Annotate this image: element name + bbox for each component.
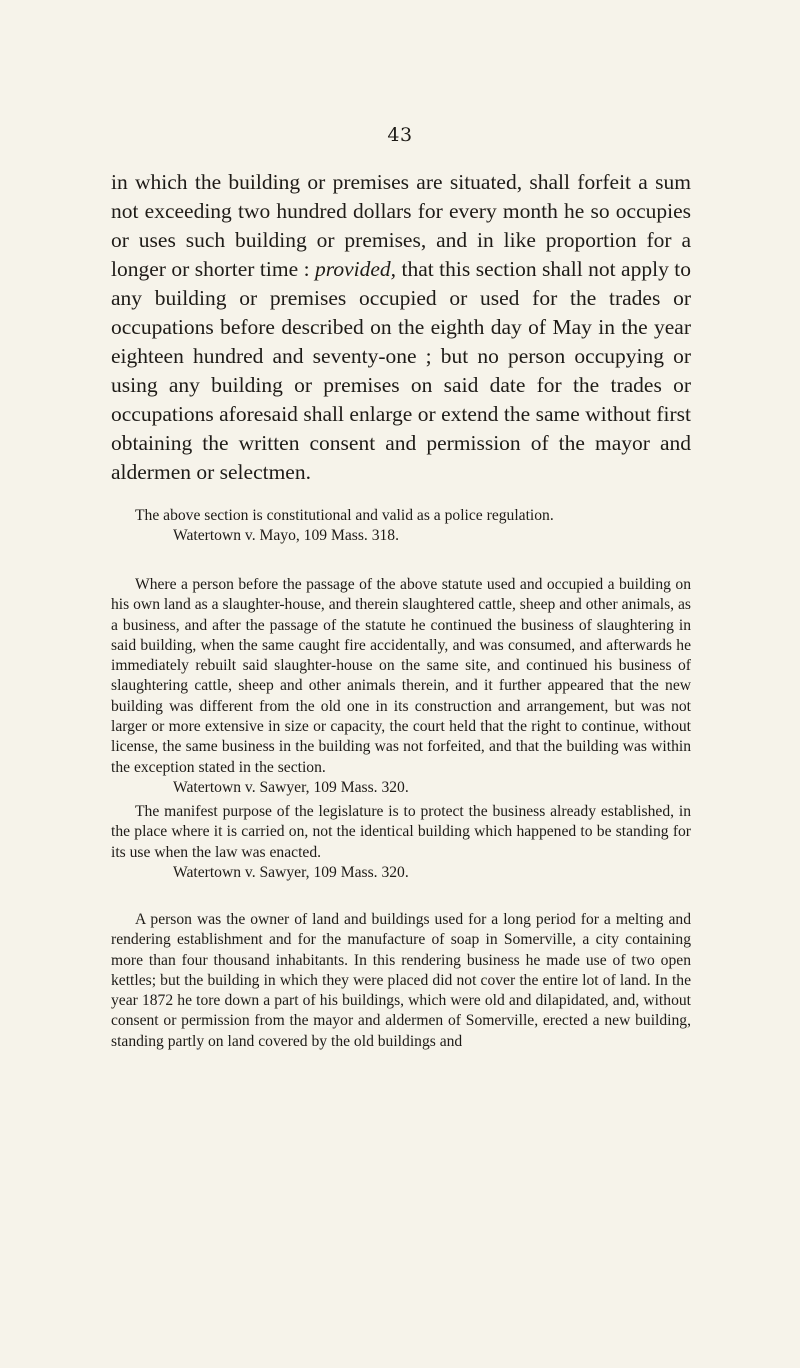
annotation-note — [111, 506, 691, 547]
page-number: 43 — [387, 124, 413, 146]
note-text: A person was the owner of land and buildings used for a long period for a melting and rendering establishment and for the manufacture of soap in Somerville, a city containing more than four thousand inhabitants. In this rendering business he made use of two open kettles; but the building in which they were placed did not cover the entire lot of land. In the year 1872 he tore down a part of his buildings, which were old and dilapidated, and, without consent or permission from the mayor and aldermen of Somerville, erected a new building, standing partly on land covered by the old buildings and — [111, 911, 691, 1050]
statute-text-after: that this section shall not apply to any building or premises occupied or used for the trades or occupations before described on the eighth day of May in the year eighteen hundred and seventy-one ; but no person occupying or using any building or premises on said date for the trades or occupations aforesaid shall enlarge or extend the same without first obtaining the written consent and permission of the mayor and aldermen or selectmen. — [111, 257, 691, 484]
statute-text-before: in which the building or premises are situated, shall forfeit a sum not exceeding two hundred dollars for every month he so occupies or uses such building or premises, and in like proportion for a longer or shorter time : — [111, 170, 691, 281]
annotation-note — [111, 802, 691, 883]
note-text: The above section is constitutional and valid as a police regulation. — [135, 507, 554, 524]
note-text: The manifest purpose of the legislature is to protect the business already established, in the place where it is carried on, not the identical building which happened to be standing for its use when the law was enacted. — [111, 803, 691, 861]
note-citation: Watertown v. Sawyer, 109 Mass. 320. — [173, 863, 409, 881]
annotation-note — [111, 575, 691, 798]
provided-italic: provided, — [315, 257, 397, 281]
annotation-note — [111, 910, 691, 1052]
note-text: Where a person before the passage of the above statute used and occupied a building on his own land as a slaughter-house, and therein slaughtered cattle, sheep and other animals, as a business, and after the passage of the statute he continued the business of slaughtering in said building, when the same caught fire accidentally, and was consumed, and afterwards he immediately rebuilt said slaughter-house on the same site, and continued his business of slaughtering cattle, sheep and other animals therein, and it further appeared that the new building was different from the old one in its construction and arrangement, but was not larger or more extensive in size or capacity, the court held that the right to continue, without license, the same business in the building was not forfeited, and that the building was within the exception stated in the section. — [111, 576, 691, 776]
statute-paragraph — [111, 168, 691, 487]
note-citation: Watertown v. Mayo, 109 Mass. 318. — [173, 527, 399, 545]
note-citation: Watertown v. Sawyer, 109 Mass. 320. — [173, 778, 409, 796]
